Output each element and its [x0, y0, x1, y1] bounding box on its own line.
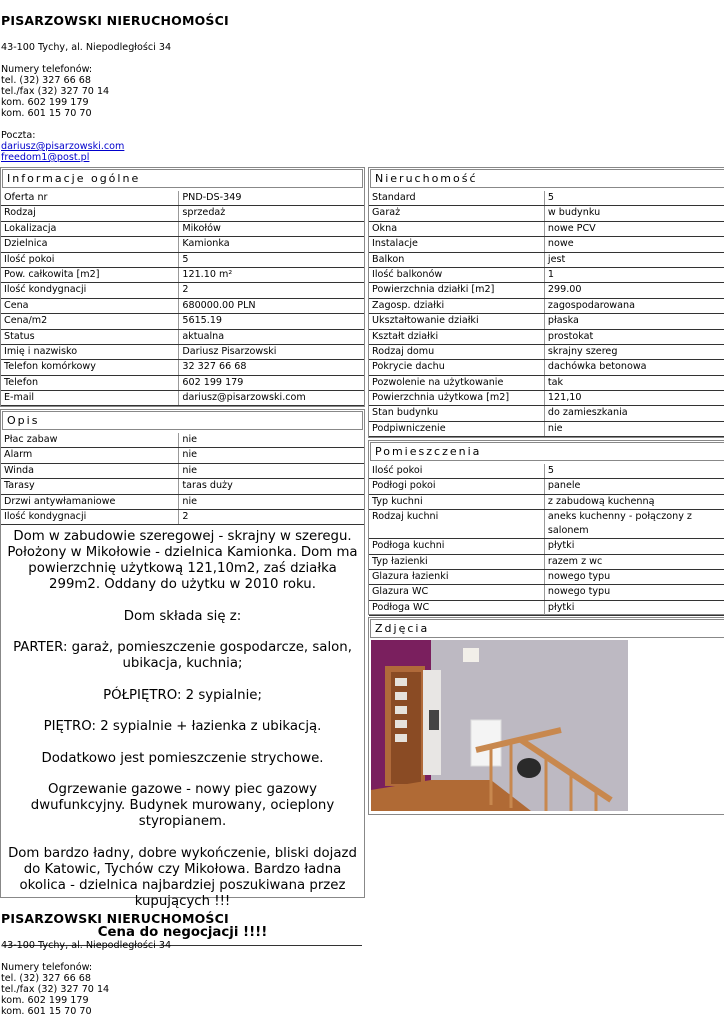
- row-label: Rodzaj kuchni: [369, 510, 544, 539]
- row-label: Ilość pokoi: [369, 464, 544, 479]
- email-link-2[interactable]: freedom1@post.pl: [1, 152, 90, 163]
- phones-label: Numery telefonów:: [1, 962, 93, 973]
- table-row: [1, 191, 364, 206]
- table-row: [369, 298, 724, 313]
- table-row: [1, 433, 364, 448]
- table-row: [369, 329, 724, 344]
- photos-title: Zdjęcia: [370, 619, 724, 638]
- row-value: 32 327 66 68: [179, 360, 364, 375]
- header-top: [0, 13, 724, 163]
- row-value: Dariusz Pisarzowski: [179, 344, 364, 359]
- row-label: Drzwi antywłamaniowe: [1, 494, 179, 509]
- row-label: Pokrycie dachu: [369, 360, 544, 375]
- desc-paragraph: PARTER: garaż, pomieszczenie gospodarcze, salon, ubikacja, kuchnia;: [13, 640, 352, 672]
- row-value: razem z wc: [544, 554, 724, 569]
- row-label: Dzielnica: [1, 237, 179, 252]
- row-value: 5: [544, 191, 724, 206]
- table-row: [1, 509, 364, 524]
- row-value: aneks kuchenny - połączony z salonem: [544, 510, 724, 539]
- row-label: Telefon komórkowy: [1, 360, 179, 375]
- rooms-table: [369, 464, 724, 616]
- row-label: Alarm: [1, 448, 179, 463]
- row-value: nowego typu: [544, 585, 724, 600]
- row-value: dachówka betonowa: [544, 360, 724, 375]
- row-value: 5: [544, 464, 724, 479]
- row-value: nie: [179, 433, 364, 448]
- address: 43-100 Tychy, al. Niepodległości 34: [1, 42, 172, 53]
- header-bottom: [0, 911, 724, 1017]
- row-value: zagospodarowana: [544, 298, 724, 313]
- row-label: Powierzchnia użytkowa [m2]: [369, 391, 544, 406]
- rooms-section: [368, 440, 724, 615]
- table-row: [1, 479, 364, 494]
- row-label: Podłogi pokoi: [369, 479, 544, 494]
- desc-paragraph: PÓŁPIĘTRO: 2 sypialnie;: [103, 687, 262, 703]
- row-value: z zabudową kuchenną: [544, 494, 724, 509]
- row-label: Ilość kondygnacji: [1, 283, 179, 298]
- row-label: E-mail: [1, 391, 179, 406]
- company-name: PISARZOWSKI NIERUCHOMOŚCI: [1, 911, 229, 926]
- table-row: [1, 221, 364, 236]
- table-row: [369, 267, 724, 282]
- desc-paragraph: Dom w zabudowie szeregowej - skrajny w szeregu. Położony w Mikołowie - dzielnica Kamionka. Dom ma powierzchnię użytkową 121,10m2, zaś działka 299m2. Oddany do użytku w 2010 roku.: [7, 529, 358, 593]
- table-row: [1, 267, 364, 282]
- row-label: Rodzaj: [1, 206, 179, 221]
- table-row: [1, 237, 364, 252]
- table-row: [369, 237, 724, 252]
- row-label: Pow. całkowita [m2]: [1, 267, 179, 282]
- row-label: Glazura WC: [369, 585, 544, 600]
- row-value: PND-DS-349: [179, 191, 364, 206]
- phone-2: tel./fax (32) 327 70 14: [1, 86, 110, 97]
- description-title: Opis: [2, 411, 363, 430]
- table-row: [369, 252, 724, 267]
- property-section: [368, 167, 724, 438]
- phone-1: tel. (32) 327 66 68: [1, 973, 91, 984]
- description-text: [1, 525, 364, 945]
- row-label: Okna: [369, 221, 544, 236]
- rooms-title: Pomieszczenia: [370, 442, 724, 461]
- row-label: Instalacje: [369, 237, 544, 252]
- table-row: [369, 221, 724, 236]
- table-row: [369, 600, 724, 615]
- row-value: nie: [179, 448, 364, 463]
- table-row: [369, 375, 724, 390]
- row-value: nowego typu: [544, 569, 724, 584]
- price-negotiable: Cena do negocjacji !!!!: [97, 925, 268, 941]
- row-value: nie: [179, 494, 364, 509]
- row-label: Pozwolenie na użytkowanie: [369, 375, 544, 390]
- table-row: [369, 464, 724, 479]
- row-label: Standard: [369, 191, 544, 206]
- row-label: Status: [1, 329, 179, 344]
- table-row: [1, 391, 364, 406]
- row-label: Płac zabaw: [1, 433, 179, 448]
- row-value: panele: [544, 479, 724, 494]
- row-value: 5: [179, 252, 364, 267]
- row-value: aktualna: [179, 329, 364, 344]
- table-row: [369, 421, 724, 436]
- features-table: [1, 433, 364, 525]
- row-label: Ilość pokoi: [1, 252, 179, 267]
- table-row: [369, 569, 724, 584]
- row-label: Cena/m2: [1, 314, 179, 329]
- row-value: sprzedaż: [179, 206, 364, 221]
- row-value: 121.10 m²: [179, 267, 364, 282]
- row-label: Stan budynku: [369, 406, 544, 421]
- row-value: 602 199 179: [179, 375, 364, 390]
- general-info-title: Informacje ogólne: [2, 169, 363, 188]
- row-label: Glazura łazienki: [369, 569, 544, 584]
- row-label: Podłoga WC: [369, 600, 544, 615]
- row-value: Kamionka: [179, 237, 364, 252]
- property-title: Nieruchomość: [370, 169, 724, 188]
- row-value: płytki: [544, 600, 724, 615]
- row-value: 1: [544, 267, 724, 282]
- house-photo[interactable]: [371, 640, 628, 811]
- table-row: [369, 191, 724, 206]
- table-row: [369, 283, 724, 298]
- table-row: [369, 510, 724, 539]
- row-value: w budynku: [544, 206, 724, 221]
- table-row: [369, 585, 724, 600]
- row-label: Typ łazienki: [369, 554, 544, 569]
- row-label: Imię i nazwisko: [1, 344, 179, 359]
- row-label: Tarasy: [1, 479, 179, 494]
- row-value: 121,10: [544, 391, 724, 406]
- table-row: [1, 344, 364, 359]
- table-row: [1, 494, 364, 509]
- mail-label: Poczta:: [1, 130, 36, 141]
- row-label: Balkon: [369, 252, 544, 267]
- desc-paragraph: Ogrzewanie gazowe - nowy piec gazowy dwufunkcyjny. Budynek murowany, ocieplony styropianem.: [30, 782, 335, 830]
- row-value: prostokat: [544, 329, 724, 344]
- row-label: Rodzaj domu: [369, 344, 544, 359]
- row-label: Oferta nr: [1, 191, 179, 206]
- table-row: [1, 448, 364, 463]
- row-value: nowe PCV: [544, 221, 724, 236]
- table-row: [369, 539, 724, 554]
- row-value: 2: [179, 283, 364, 298]
- row-label: Telefon: [1, 375, 179, 390]
- row-value: 5615.19: [179, 314, 364, 329]
- row-label: Ilość kondygnacji: [1, 509, 179, 524]
- table-row: [1, 252, 364, 267]
- row-value: nie: [179, 463, 364, 478]
- table-row: [369, 494, 724, 509]
- interior-photo-image: [371, 640, 628, 811]
- table-row: [369, 479, 724, 494]
- phone-4: kom. 601 15 70 70: [1, 1006, 92, 1017]
- row-label: Ilość balkonów: [369, 267, 544, 282]
- table-row: [1, 375, 364, 390]
- row-value: płytki: [544, 539, 724, 554]
- table-row: [369, 206, 724, 221]
- desc-paragraph: Dodatkowo jest pomieszczenie strychowe.: [41, 750, 324, 766]
- row-value: dariusz@pisarzowski.com: [179, 391, 364, 406]
- row-value: do zamieszkania: [544, 406, 724, 421]
- table-row: [1, 329, 364, 344]
- table-row: [369, 391, 724, 406]
- company-name: PISARZOWSKI NIERUCHOMOŚCI: [1, 13, 229, 28]
- row-value: 299.00: [544, 283, 724, 298]
- table-row: [1, 360, 364, 375]
- table-row: [369, 406, 724, 421]
- phone-3: kom. 602 199 179: [1, 995, 89, 1006]
- desc-paragraph: Dom składa się z:: [123, 608, 242, 624]
- desc-paragraph: PIĘTRO: 2 sypialnie + łazienka z ubikacją.: [43, 719, 322, 735]
- row-label: Ukształtowanie działki: [369, 314, 544, 329]
- phone-3: kom. 602 199 179: [1, 97, 89, 108]
- property-table: [369, 191, 724, 437]
- table-row: [1, 206, 364, 221]
- row-label: Winda: [1, 463, 179, 478]
- table-row: [1, 298, 364, 313]
- row-value: jest: [544, 252, 724, 267]
- row-value: nie: [544, 421, 724, 436]
- row-label: Typ kuchni: [369, 494, 544, 509]
- address: 43-100 Tychy, al. Niepodległości 34: [1, 940, 172, 951]
- row-label: Lokalizacja: [1, 221, 179, 236]
- row-value: płaska: [544, 314, 724, 329]
- table-row: [369, 344, 724, 359]
- row-label: Podłoga kuchni: [369, 539, 544, 554]
- row-label: Garaż: [369, 206, 544, 221]
- row-value: tak: [544, 375, 724, 390]
- row-value: taras duży: [179, 479, 364, 494]
- email-link-1[interactable]: dariusz@pisarzowski.com: [1, 141, 125, 152]
- desc-paragraph: Dom bardzo ładny, dobre wykończenie, bliski dojazd do Katowic, Tychów czy Mikołowa. Bardzo ładna okolica - dzielnica najbardziej poszukiwana przez kupujących !!!: [8, 845, 357, 909]
- general-info-section: [0, 167, 365, 407]
- table-row: [1, 283, 364, 298]
- table-row: [369, 554, 724, 569]
- row-label: Powierzchnia działki [m2]: [369, 283, 544, 298]
- row-label: Cena: [1, 298, 179, 313]
- phones-label: Numery telefonów:: [1, 64, 93, 75]
- general-info-table: [1, 191, 364, 406]
- table-row: [369, 360, 724, 375]
- row-value: 680000.00 PLN: [179, 298, 364, 313]
- row-label: Zagosp. działki: [369, 298, 544, 313]
- row-label: Podpiwniczenie: [369, 421, 544, 436]
- table-row: [1, 463, 364, 478]
- phone-1: tel. (32) 327 66 68: [1, 75, 91, 86]
- phone-4: kom. 601 15 70 70: [1, 108, 92, 119]
- row-value: 2: [179, 509, 364, 524]
- row-label: Kształt działki: [369, 329, 544, 344]
- row-value: nowe: [544, 237, 724, 252]
- phone-2: tel./fax (32) 327 70 14: [1, 984, 110, 995]
- row-value: Mikołów: [179, 221, 364, 236]
- table-row: [1, 314, 364, 329]
- table-row: [369, 314, 724, 329]
- row-value: skrajny szereg: [544, 344, 724, 359]
